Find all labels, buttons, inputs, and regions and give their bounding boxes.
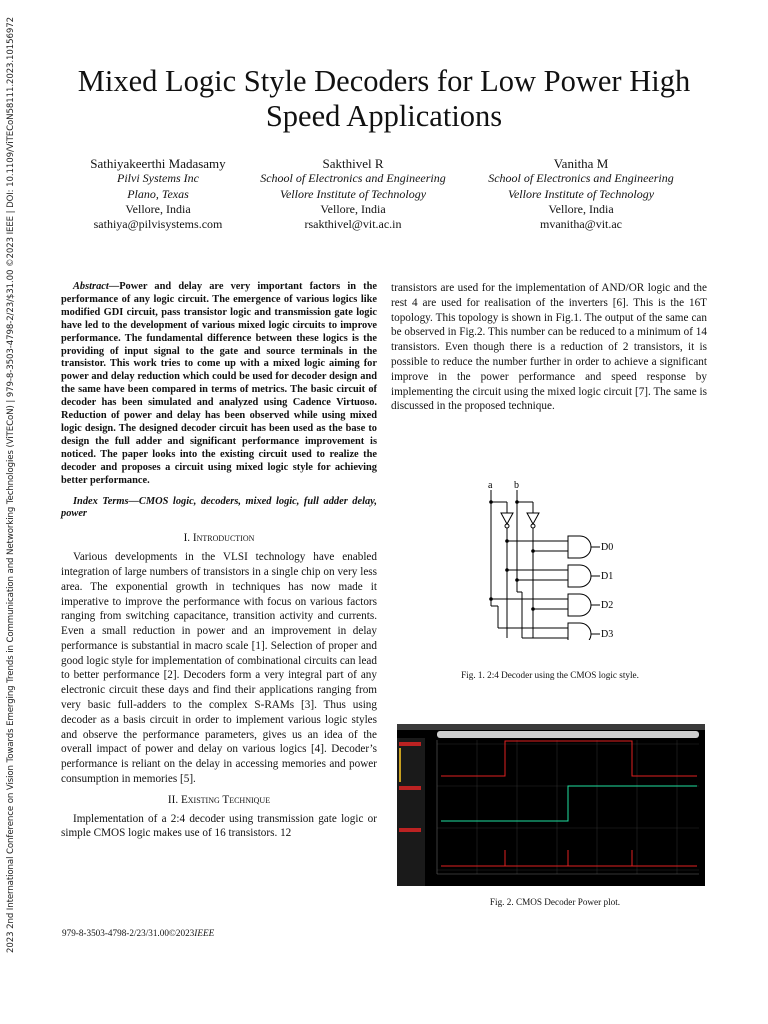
input-label-b: b — [514, 480, 519, 491]
sidebar-citation — [6, 0, 20, 960]
paper-title: Mixed Logic Style Decoders for Low Power High Speed Applications — [77, 64, 691, 133]
section-heading-introduction: I. Introduction — [183, 532, 255, 545]
author-block-2 — [238, 156, 468, 232]
abstract — [61, 281, 377, 488]
waveform-plot — [397, 724, 705, 886]
author-name: Sakthivel R — [322, 156, 384, 171]
author-name: Vanitha M — [553, 156, 609, 171]
abstract-label: Abstract — [73, 281, 109, 292]
left-column — [61, 281, 377, 841]
output-label-d2: D2 — [601, 600, 614, 611]
author-affiliation: Vellore Institute of Technology — [279, 186, 427, 201]
existing-technique-text: Implementation of a 2:4 decoder using transmission gate logic or simple CMOS logic makes use of 16 transistors. 12 — [61, 812, 377, 840]
author-block-3 — [466, 156, 696, 232]
existing-technique-continued: transistors are used for the implementation of AND/OR logic and the rest 4 are used for realisation of the inverters [6]. This is the 16T topology. This topology is shown in Fig.1. The output of the same can be observed in Fig.2. This number can be reduced to a minimum of 14 transistors. Even though there is a reduction of 2 transistors, it is possible to reduce the number further in order to achieve a significant improve in the power performance and speed response by implementing the circuit using the mixed logic circuit [7]. The same is discussed in the proposed technique. — [391, 282, 707, 413]
author-location: Vellore, India — [125, 201, 191, 216]
figure-2-caption: Fig. 2. CMOS Decoder Power plot. — [489, 897, 621, 907]
index-terms: Index Terms—CMOS logic, decoders, mixed logic, full adder delay, power — [61, 495, 377, 520]
author-affiliation: School of Electronics and Engineering — [488, 171, 674, 186]
author-affiliation: Plano, Texas — [127, 186, 189, 201]
copyright-footer: 979-8-3503-4798-2/23/31.00©2023IEEE — [62, 928, 215, 938]
sidebar-citation-text: 2023 2nd International Conference on Vision Towards Emerging Trends in Communication and Networking Technologies (ViTECoN) | 979-8-3503-4798-2/23/$31.00 ©2023 IEEE | DOI: 10.1109/ViTECoN58111.2023.10156972 — [6, 17, 16, 953]
input-label-a: a — [488, 480, 493, 491]
waveform-plot-image — [397, 724, 705, 886]
output-label-d3: D3 — [601, 629, 614, 640]
decoder-circuit-diagram — [476, 478, 626, 640]
author-affiliation: Vellore Institute of Technology — [507, 186, 655, 201]
author-location: Vellore, India — [320, 201, 386, 216]
author-name: Sathiyakeerthi Madasamy — [90, 156, 226, 171]
author-location: Vellore, India — [548, 201, 614, 216]
section-heading-existing: II. Existing Technique — [167, 793, 271, 806]
author-email: sathiya@pilvisystems.com — [93, 217, 223, 232]
author-affiliation: Pilvi Systems Inc — [117, 171, 199, 186]
output-label-d1: D1 — [601, 571, 614, 582]
author-email: mvanitha@vit.ac — [539, 217, 623, 232]
right-column — [391, 281, 707, 414]
author-affiliation: School of Electronics and Engineering — [260, 171, 446, 186]
author-email: rsakthivel@vit.ac.in — [304, 217, 402, 232]
figure-1-caption: Fig. 1. 2:4 Decoder using the CMOS logic style. — [461, 670, 639, 680]
footer-ieee: IEEE — [194, 928, 215, 938]
introduction-text: Various developments in the VLSI technology have enabled integration of large numbers of transistors in a single chip on very less area. The exponential growth in techniques has now made it imperative to improve the performance with focus on various factors ranging from switching capacitance, transition activity and currents. Even a small reduction in power and an improvement in delay performance is substantial in macro scale [1]. Selection of proper and good logic style for implementation of combinational circuits can lead to better performance [2]. Decoders form a very integral part of any electronic circuit these days and find their applications ranging from very basic full-adders to the complex S-RAMs [3]. Thus using decoder as a basis circuit in order to implement various logic styles and observe the performance parameters, gives us an idea of the overall impact of power and delay on various logics [4]. Decoder’s performance is reliant on the delay in accessing memories and power consumption in memories [5]. — [61, 551, 377, 786]
output-label-d0: D0 — [601, 542, 614, 553]
abstract-text: —Power and delay are very important factors in the performance of any logic circuit. The emergence of various logics like modified GDI circuit, pass transistor logic and transmission gate logic have led to the development of various mixed logic circuits to improve performance. The fundamental difference between these logics is the providing of input signal to the gate and source terminals in the transistor. This work tries to come up with a mixed logic aiming for power and delay reduction which could be used for decoder design and the same have been compared in terms of metrics. The basic circuit of decoder has been simulated and analyzed using Cadence Virtuoso. Reduction of power and delay has been observed while using mixed logic design. The designed decoder circuit has been used as the base to design the full adder and significant performance improvement is noticed. The paper looks into the existing circuit used to realize the decoder and proposes a circuit using mixed logic style for achieving better performance. — [61, 281, 377, 486]
